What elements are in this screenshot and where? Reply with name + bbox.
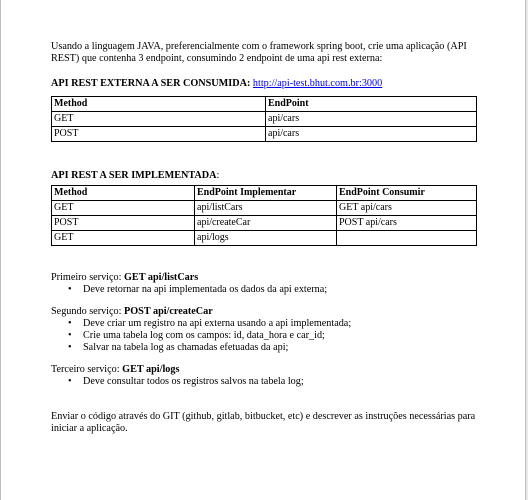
service-bullet-list <box>51 376 481 388</box>
table-row <box>52 201 477 216</box>
table-header-cell: EndPoint Implementar <box>195 186 337 201</box>
service-first <box>51 272 481 296</box>
impl-api-title-text: API REST A SER IMPLEMENTADA <box>51 170 217 181</box>
service-third <box>51 364 481 388</box>
service-endpoint: POST api/createCar <box>124 306 213 317</box>
service-bullet-list <box>51 284 481 296</box>
external-api-table <box>51 96 477 142</box>
table-header-cell: EndPoint Consumir <box>337 186 477 201</box>
table-cell: api/logs <box>195 231 337 246</box>
list-item: • Deve retornar na api implementada os dados da api externa; <box>83 284 481 296</box>
external-api-title-text: API REST EXTERNA A SER CONSUMIDA: <box>51 78 251 89</box>
intro-paragraph: Usando a linguagem JAVA, preferencialmente com o framework spring boot, crie uma aplicação (API REST) que contenha 3 endpoint, consumindo 2 endpoint de uma api rest externa: <box>51 41 467 64</box>
table-row <box>52 127 477 142</box>
table-header-cell: Method <box>52 97 266 112</box>
list-item: • Deve criar um registro na api externa usando a api implementada; <box>83 318 481 330</box>
impl-api-table <box>51 185 477 246</box>
impl-api-title: API REST A SER IMPLEMENTADA: <box>51 170 220 181</box>
table-header-row <box>52 97 477 112</box>
table-header-row <box>52 186 477 201</box>
table-header-cell: Method <box>52 186 195 201</box>
external-api-title <box>51 78 481 90</box>
table-cell: POST api/cars <box>337 216 477 231</box>
footer-paragraph: Enviar o código através do GIT (github, gitlab, bitbucket, etc) e descrever as instruções necessárias para iniciar a aplicação. <box>51 411 476 434</box>
external-api-link[interactable]: http://api-test.bhut.com.br:3000 <box>252 78 383 89</box>
table-row <box>52 112 477 127</box>
table-row <box>52 216 477 231</box>
document-content <box>51 41 481 435</box>
table-cell: api/cars <box>266 127 477 142</box>
service-bullet-list <box>51 318 481 354</box>
table-cell: GET api/cars <box>337 201 477 216</box>
service-heading <box>51 272 481 284</box>
service-heading <box>51 306 481 318</box>
service-prefix: Primeiro serviço: <box>51 272 122 283</box>
table-cell: api/createCar <box>195 216 337 231</box>
table-cell: GET <box>52 201 195 216</box>
service-prefix: Terceiro serviço: <box>51 364 120 375</box>
table-cell: api/listCars <box>195 201 337 216</box>
service-heading <box>51 364 481 376</box>
service-endpoint: GET api/listCars <box>124 272 199 283</box>
list-item: • Crie uma tabela log com os campos: id, data_hora e car_id; <box>83 330 481 342</box>
table-cell: api/cars <box>266 112 477 127</box>
service-endpoint: GET api/logs <box>122 364 180 375</box>
table-cell: POST <box>52 216 195 231</box>
table-cell: GET <box>52 231 195 246</box>
table-cell <box>337 231 477 246</box>
list-item: • Deve consultar todos os registros salvos na tabela log; <box>83 376 481 388</box>
list-item: • Salvar na tabela log as chamadas efetuadas da api; <box>83 342 481 354</box>
table-header-cell: EndPoint <box>266 97 477 112</box>
table-cell: POST <box>52 127 266 142</box>
table-cell: GET <box>52 112 266 127</box>
service-prefix: Segundo serviço: <box>51 306 122 317</box>
table-row <box>52 231 477 246</box>
service-second <box>51 306 481 354</box>
